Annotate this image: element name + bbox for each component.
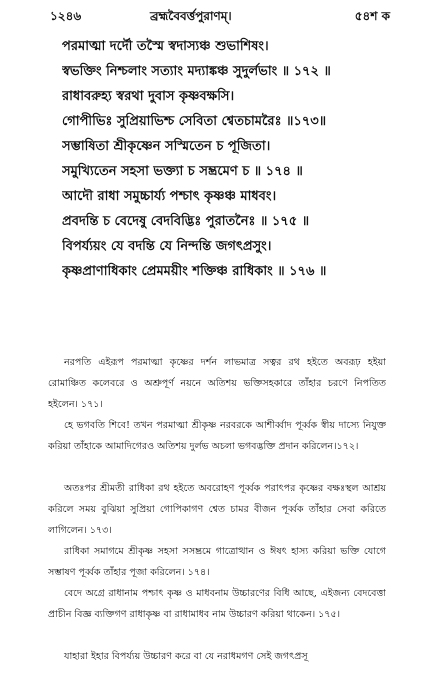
sanskrit-verses [62, 34, 380, 284]
verse-line: সমুখ্যিতেন সহসা ভক্ত্যা চ সম্ভ্রমেণ চ ॥ ১৭৪ ॥ [62, 164, 303, 179]
verse-line: স্বভক্তিং নিশ্চলাং সত্যাং মদ্যাঙ্কঞ্চ সুদুর্লভাং ॥ ১৭২ ॥ [62, 64, 331, 79]
verse-line: রাধাবরুহ্য স্বরথা দুবাস কৃষ্ণবক্ষসি। [62, 89, 235, 104]
verse-line: পরমাত্মা দর্দৌ তস্মৈ স্বদাস্যঞ্চ শুভাশিষং। [62, 39, 269, 54]
running-title: ব্রহ্মবৈবর্ত্তপুরাণম্। [150, 9, 232, 23]
verse-line: আদৌ রাধা সমুচ্চার্য্য পশ্চাৎ কৃষ্ণঞ্চ মাধবং। [62, 189, 277, 204]
commentary-paragraph: বেদে অগ্রে রাধানাম পশ্চাৎ কৃষ্ণ ও মাধবনাম উচ্চারণের বিধি আছে, এইজন্য বেদবেত্তা প্রাচীন বিজ্ঞ ব্যক্তিগণ রাধাকৃষ্ণ বা রাধামাধব নাম উচ্চারণ করিয়া থাকেন। ১৭৫। [48, 588, 386, 620]
verse-line: সম্ভাষিতা শ্রীকৃষ্ণেন সস্মিতেন চ পূজিতা। [62, 139, 271, 154]
verse-line: প্রবদন্তি চ বেদেষু বেদবিদ্ভিঃ পুরাতনৈঃ ॥ ১৭৫ ॥ [62, 214, 310, 229]
verse-line: গোপীভিঃ সুপ্রিয়াভিশ্চ সেবিতা শ্বেতচামরৈঃ ॥১৭৩॥ [62, 114, 327, 129]
commentary-paragraph: রাধিকা সমাগমে শ্রীকৃষ্ণ সহসা সসম্ভ্রমে গাত্রোত্থান ও ঈষৎ হাস্য করিয়া ভক্তি যোগে সম্ভাষণ পূর্ব্বক তাঁহার পূজা করিলেন। ১৭৪। [48, 546, 386, 578]
page-header [50, 8, 390, 30]
verse-line: বিপর্য্যয়ং যে বদন্তি যে নিন্দন্তি জগৎপ্রসুং। [62, 239, 272, 254]
page-number: ১২৪৬ [50, 9, 82, 23]
commentary-paragraph: যাহারা ইহার বিপর্য্যয় উচ্চারণ করে বা যে নরাধমগণ সেই জগৎপ্রসূ [64, 651, 308, 662]
bengali-commentary [48, 352, 386, 667]
sheet-mark: ৫৪শ ক [354, 9, 390, 23]
verse-line: কৃষ্ণপ্রাণাধিকাং প্রেমময়ীং শক্তিঞ্চ রাধিকাং ॥ ১৭৬ ॥ [62, 264, 327, 279]
commentary-paragraph: অতঃপর শ্রীমতী রাধিকা রথ হইতে অবরোহণ পূর্ব্বক পরাৎপর কৃষ্ণের বক্ষঃস্থল আশ্রয় করিলে সময় বুঝিয়া সুপ্রিয়া গোপিকাগণ শ্বেত চামর বীজন পূর্ব্বক তাঁহার সেবা করিতে লাগিলেন। ১৭৩। [48, 483, 386, 536]
commentary-paragraph: হে ভগবতি শিবে! তখন পরমাত্মা শ্রীকৃষ্ণ নরবরকে আশীর্ব্বাদ পূর্ব্বক স্বীয় দাস্যে নিযুক্ত করিয়া তাঁহাকে আমাদিগেরও অতিশয় দুর্লভ অচলা ভগবদ্ভক্তি প্রদান করিলেন।১৭২। [48, 420, 386, 452]
commentary-paragraph: নরপতি এইরূপ পরমাত্মা কৃষ্ণের দর্শন লাভমাত্র সত্বর রথ হইতে অবরূঢ় হইয়া রোমাঞ্চিত কলেবরে ও অশ্রুপূর্ণ নয়নে অতিশয় ভক্তিসহকারে তাঁহার চরণে নিপতিত হইলেন। ১৭১। [48, 357, 386, 410]
